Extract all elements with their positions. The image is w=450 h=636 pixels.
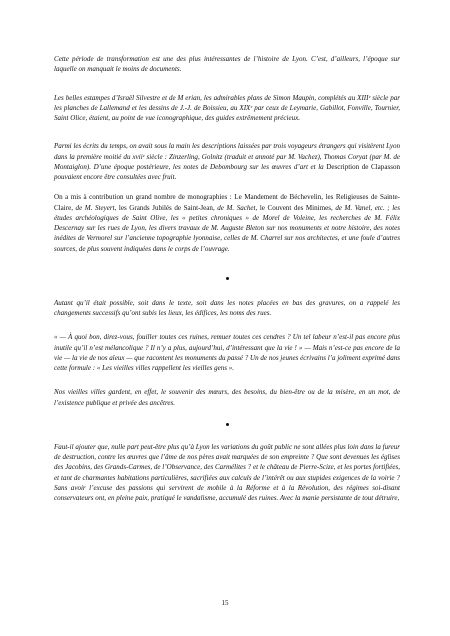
text-segment: , de M. Vanel, etc. ; les études archéologiques de Saint Olive, les « petites chroniques » de Morel de Voleine, les recherches de M. Félix Descernay sur les rues de Lyon, les divers travaux de M. Auguste Bleton sur nos monuments et notre histoire, des notes inédites de Vermorel sur l’ancienne topographie lyonnaise, celles de M. Charrel sur nos architectes, et une foule d’autres sources, de plus souvent indiquées dans le corps de l’ouvrage. xyxy=(54,203,401,253)
text-segment: pouvaient encore être consultées avec fruit. xyxy=(54,173,177,181)
paragraph-transformation-period: Cette période de transformation est une des plus intéressantes de l’histoire de Lyon. C’est, d’ailleurs, l’époque sur laquelle on manquait le moins de documents. xyxy=(54,55,400,74)
paragraph-a-quoi-bon: « — À quoi bon, direz-vous, fouiller toutes ces ruines, remuer toutes ces cendres ? Un tel labeur n’est-il pas encore plus inutile qu’il n’est mélancolique ? Il n’y a plus, aujourd’hui, d’intéressant que la vie ! » — Mais n’est-ce pas encore de la vie — la vie de nos aïeux — que racontent les monuments du passé ? Un de nos jeunes écrivains l’a joliment exprimé dans cette formule : « Les vieilles villes rappellent les vieilles gens ». xyxy=(54,333,400,372)
section-separator xyxy=(54,272,400,284)
title-description-clapasson: Description de Clapasson xyxy=(326,162,400,171)
paragraph-vieilles-villes: Nos vieilles villes gardent, en effet, le souvenir des mœurs, des besoins, du bien-être ou de la misère, en un mot, de l’existence publique et privée des ancêtres. xyxy=(54,388,400,407)
title-religieuses-sainte-claire: les Religieuses de Sainte-Claire xyxy=(54,193,401,212)
paragraph-changements: Autant qu’il était possible, soit dans le texte, soit dans les notes placées en bas des gravures, on a rappelé les changements successifs qu’ont subis les lieux, les édifices, les noms des rues. xyxy=(54,298,400,317)
title-mandement-bechevelin: Le Mandement de Béchevelin xyxy=(234,193,322,202)
paragraph-estampes: Les belles estampes d’Israël Silvestre et de M erian, les admirables plans de Simon Maupin, complétés au XIIIᵉ siècle par les planches de Lallemand et les dessins de J.-J. de Boissieu, au XIXᵉ par ceux de Leymarie, Gabillot, Fonville, Tournier, Saint Olice, étaient, au point de vue iconographique, des guides extrêmement précieux. xyxy=(54,93,400,122)
title-couvent-minimes: le Couvent des Minimes xyxy=(259,203,331,212)
paragraph-faut-il-ajouter: Faut-il ajouter que, nulle part peut-être plus qu’à Lyon les variations du goût public ne sont allées plus loin dans la fureur de destruction, contre les œuvres que l’âme de nos pères avait marquées de son empreinte ? Que sont devenues les églises des Jacobins, des Grands-Carmes, de l’Observance, des Carmélites ? et le château de Pierre-Scize, et les portes fortifiées, et tant de charmantes habitations particulières, sacrifiées aux calculs de l’intérêt ou aux stupides exigences de la voirie ? Sans avoir l’excuse des passions qui servirent de mobile à la Réforme et à la Révolution, des régimes soi-disant conservateurs ont, en pleine paix, pratiqué le vandalisme, accumulé des ruines. Avec la manie persistante de tout détruire, xyxy=(54,442,400,502)
title-grands-jubiles: les Grands Jubilés de Saint-Jean xyxy=(118,203,213,212)
section-separator xyxy=(54,418,400,430)
bullet-separator-icon xyxy=(226,423,229,426)
page-number: 15 xyxy=(221,599,229,607)
text-segment: , de M. Sachet, xyxy=(212,203,260,212)
paragraph-ecrits-du-temps xyxy=(54,141,400,182)
bullet-separator-icon xyxy=(226,277,229,280)
text-segment: , xyxy=(321,193,326,202)
text-segment: , de M. Steyert, xyxy=(71,203,119,212)
page-body xyxy=(54,54,400,503)
text-segment: On a mis à contribution un grand nombre de monographies : xyxy=(54,193,235,202)
text-segment: Parmi les écrits du temps, on avait sous la main les descriptions laissées par trois voyageurs étrangers qui visitèrent Lyon dans la première moitié du xviiᵉ siècle : Zinzerling, Golnitz (traduit et annoté par M. Vachez), Thomas Coryat (par M. de Montaiglon). D’une époque postérieure, les notes de Debombourg sur les œuvres d’art et la xyxy=(54,142,400,171)
paragraph-monographies xyxy=(54,192,400,254)
